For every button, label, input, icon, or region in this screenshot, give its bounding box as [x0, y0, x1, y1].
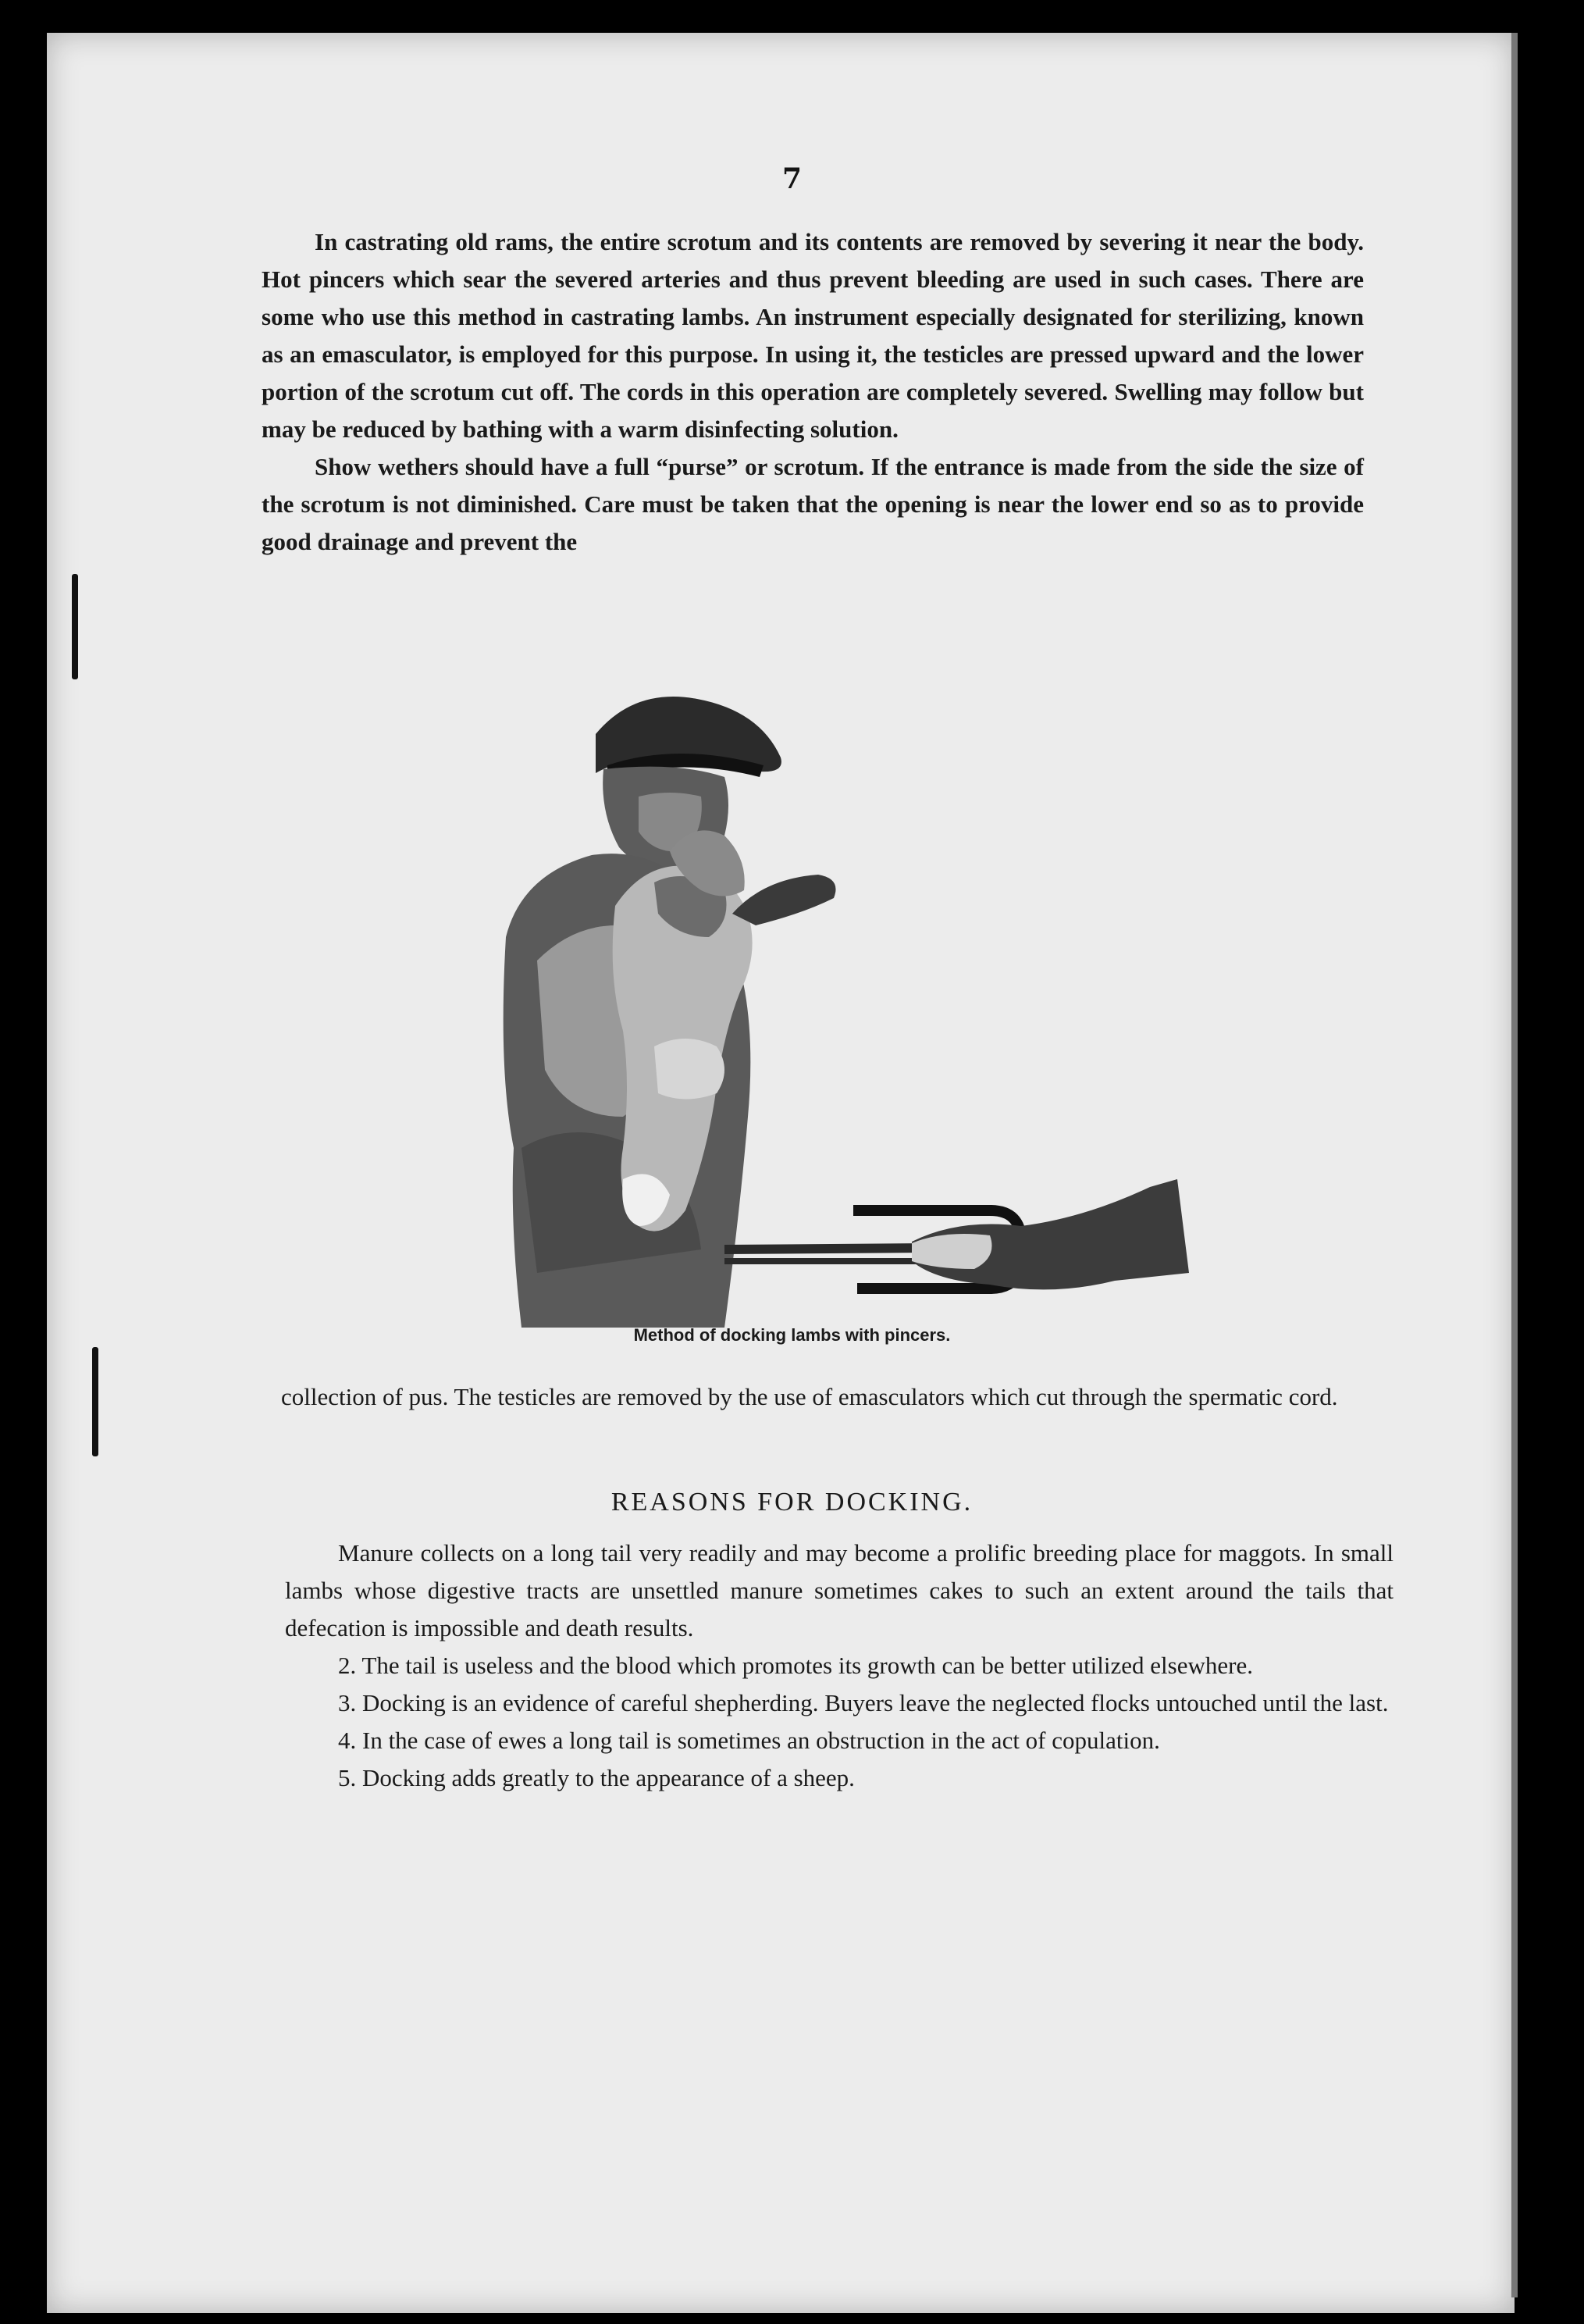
reason-item: 3. Docking is an evidence of careful shepherding. Buyers leave the neglected flocks untouched until the last.	[338, 1689, 1389, 1716]
page-number: 7	[781, 162, 803, 195]
continuation-text	[281, 1378, 1390, 1416]
reason-item: Manure collects on a long tail very readily and may become a prolific breeding place for maggots. In small lambs whose digestive tracts are unsettled manure sometimes cakes to such an extent around the tails that defecation is impossible and death results.	[285, 1539, 1394, 1641]
section-heading: REASONS FOR DOCKING.	[610, 1488, 974, 1517]
paragraph-castrating-rams: In castrating old rams, the entire scrotum and its contents are removed by severing it near the body. Hot pincers which sear the severed arteries and thus prevent bleeding are used in such cases. There are some who use this method in castrating lambs. An instrument especially designated for sterilizing, known as an emasculator, is employed for this purpose. In using it, the testicles are pressed upward and the lower portion of the scrotum cut off. The cords in this operation are completely severed. Swelling may follow but may be reduced by bathing with a warm disinfecting solution.	[262, 228, 1364, 443]
paragraph-continuation: collection of pus. The testicles are removed by the use of emasculators which cut through the spermatic cord.	[281, 1383, 1338, 1410]
reasons-list	[285, 1534, 1394, 1797]
paragraph-show-wethers: Show wethers should have a full “purse” or scrotum. If the entrance is made from the side the size of the scrotum is not diminished. Care must be taken that the opening is near the lower end so as to provide good drainage and prevent the	[262, 453, 1364, 555]
figure-caption: Method of docking lambs with pincers.	[633, 1325, 951, 1345]
top-text-block	[262, 223, 1364, 561]
reason-item: 5. Docking adds greatly to the appearance of a sheep.	[338, 1764, 855, 1791]
reason-item: 2. The tail is useless and the blood which promotes its growth can be better utilized elsewhere.	[338, 1652, 1253, 1679]
binding-mark-lower	[92, 1347, 98, 1456]
binding-mark-upper	[72, 574, 78, 679]
page-edge-shadow	[1511, 33, 1518, 2297]
docking-lambs-photo	[490, 679, 1193, 1328]
reason-item: 4. In the case of ewes a long tail is sometimes an obstruction in the act of copulation.	[338, 1727, 1160, 1754]
